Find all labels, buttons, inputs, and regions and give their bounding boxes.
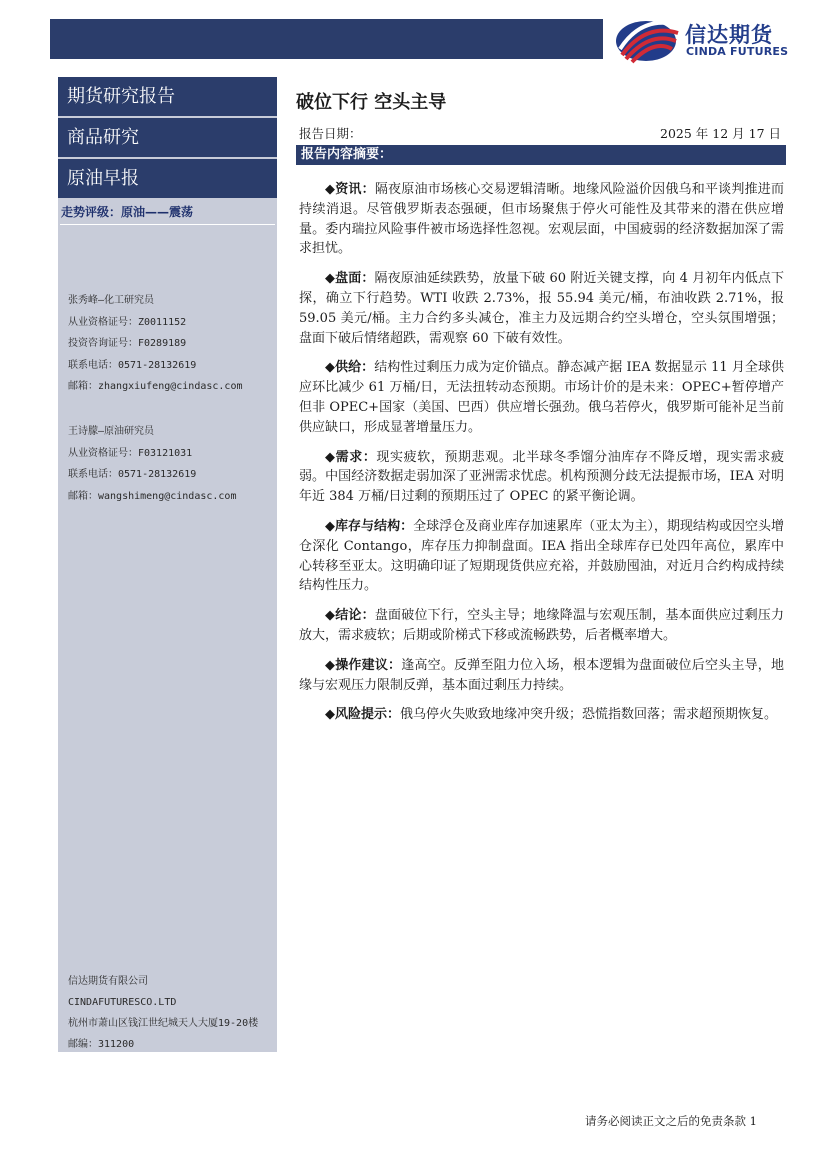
- report-date-label: 报告日期：: [299, 126, 362, 141]
- report-category-label: 商品研究: [58, 118, 277, 157]
- paragraph-text: 逢高空。反弹至阻力位入场，根本逻辑为盘面破位后空头主导，地缘与宏观压力限制反弹，基本面过剩压力持续。: [299, 657, 784, 693]
- paragraph-text: 俄乌停火失败致地缘冲突升级；恐慌指数回落；需求超预期恢复。: [400, 707, 778, 723]
- paragraph-label: ◆结论：: [325, 608, 375, 624]
- disclaimer-footer: 请务必阅读正文之后的免责条款 1: [585, 1114, 757, 1128]
- paragraph-label: ◆供给：: [325, 360, 375, 376]
- paragraph-inventory: [299, 517, 784, 596]
- analyst-phone: 联系电话：0571-28132619: [68, 359, 197, 371]
- analyst-contact-1: [68, 290, 243, 398]
- abstract-body: [299, 180, 784, 735]
- trend-rating-value: 原油——震荡: [121, 205, 194, 219]
- header-banner: [50, 19, 603, 59]
- sidebar-divider: [60, 224, 275, 225]
- abstract-header: 报告内容摘要：: [296, 145, 786, 165]
- logo-mark-icon: [612, 15, 682, 65]
- paragraph-strategy: [299, 656, 784, 696]
- company-address: 杭州市萧山区钱江世纪城天人大厦19-20楼: [68, 1018, 259, 1029]
- company-logo: [612, 15, 802, 65]
- paragraph-text: 盘面破位下行，空头主导；地缘降温与宏观压制，基本面供应过剩压力放大，需求疲软；后期或阶梯式下移或流畅跌势，后者概率增大。: [299, 608, 784, 643]
- analyst-license: 从业资格证号：F03121031: [68, 447, 193, 459]
- report-date-value: 2025 年 12 月 17 日: [660, 126, 781, 141]
- paragraph-label: ◆操作建议：: [325, 657, 402, 673]
- paragraph-risk: [299, 705, 784, 725]
- company-contact: [68, 971, 258, 1055]
- logo-english-name: CINDA FUTURES: [686, 45, 789, 58]
- analyst-name: 王诗朦—原油研究员: [68, 426, 155, 437]
- analyst-license: 从业资格证号：Z0011152: [68, 316, 187, 328]
- paragraph-news: [299, 180, 784, 259]
- paragraph-label: ◆风险提示：: [325, 707, 400, 723]
- paragraph-text: 全球浮仓及商业库存加速累库（亚太为主），期现结构或因空头增仓深化 Contango，库存压力抑制盘面。IEA 指出全球库存已处四年高位，累库中心转移至亚太。这明确印证了短期现货供应充裕，并鼓励囤油，对近月合约构成持续结构性压力。: [299, 518, 784, 594]
- report-series-label: 原油早报: [58, 159, 277, 198]
- paragraph-supply: [299, 358, 784, 437]
- report-type-label: 期货研究报告: [58, 77, 277, 116]
- paragraph-text: 隔夜原油延续跌势，放量下破 60 附近关键支撑，向 4 月初年内低点下探，确立下行趋势。WTI 收跌 2.73%，报 55.94 美元/桶，布油收跌 2.71%，报 59.05 美元/桶。主力合约多头减仓，准主力及远期合约空头增仓，空头氛围增强；盘面下破后情绪超跌，需观察 60 下破有效性。: [299, 271, 784, 346]
- company-name: 信达期货有限公司: [68, 976, 148, 987]
- paragraph-conclusion: [299, 606, 784, 646]
- paragraph-text: 隔夜原油市场核心交易逻辑清晰。地缘风险溢价因俄乌和平谈判推进而持续消退。尽管俄罗斯表态强硬，但市场聚焦于停火可能性及其带来的潜在供应增量。委内瑞拉风险事件被市场选择性忽视。宏观层面，中国疲弱的经济数据加深了需求担忧。: [299, 182, 784, 257]
- trend-rating: [61, 203, 193, 220]
- analyst-consulting-license: 投资咨询证号：F0289189: [68, 338, 187, 349]
- paragraph-label: ◆盘面：: [325, 271, 375, 287]
- paragraph-text: 现实疲软，预期悲观。北半球冬季馏分油库存不降反增，现实需求疲弱。中国经济数据走弱加深了亚洲需求忧虑。机构预测分歧无法提振市场，IEA 对明年近 384 万桶/日过剩的预期压过了 OPEC 的紧平衡论调。: [299, 449, 784, 505]
- company-english-name: CINDAFUTURESCO.LTD: [68, 997, 177, 1008]
- trend-rating-label: 走势评级：: [61, 205, 122, 219]
- paragraph-text: 结构性过剩压力成为定价锚点。静态减产据 IEA 数据显示 11 月全球供应环比减少 61 万桶/日，无法扭转动态预期。市场计价的是未来：OPEC+暂停增产但非 OPEC+国家（美国、巴西）供应增长强劲。俄乌若停火，俄罗斯可能补足当前供应缺口，形成显著增量压力。: [299, 360, 785, 435]
- analyst-contact-2: [68, 421, 236, 507]
- logo-chinese-name: 信达期货: [685, 23, 773, 47]
- paragraph-demand: [299, 448, 784, 507]
- paragraph-label: ◆需求：: [325, 449, 377, 465]
- analyst-email: 邮箱：zhangxiufeng@cindasc.com: [68, 381, 243, 392]
- sidebar: [58, 77, 277, 1052]
- paragraph-market: [299, 269, 784, 348]
- paragraph-label: ◆库存与结构：: [325, 518, 414, 534]
- company-postcode: 邮编：311200: [68, 1039, 135, 1050]
- report-title: 破位下行 空头主导: [296, 92, 447, 113]
- analyst-phone: 联系电话：0571-28132619: [68, 469, 197, 480]
- analyst-email: 邮箱：wangshimeng@cindasc.com: [68, 490, 237, 502]
- analyst-name: 张秀峰—化工研究员: [68, 295, 155, 306]
- paragraph-label: ◆资讯：: [325, 182, 375, 197]
